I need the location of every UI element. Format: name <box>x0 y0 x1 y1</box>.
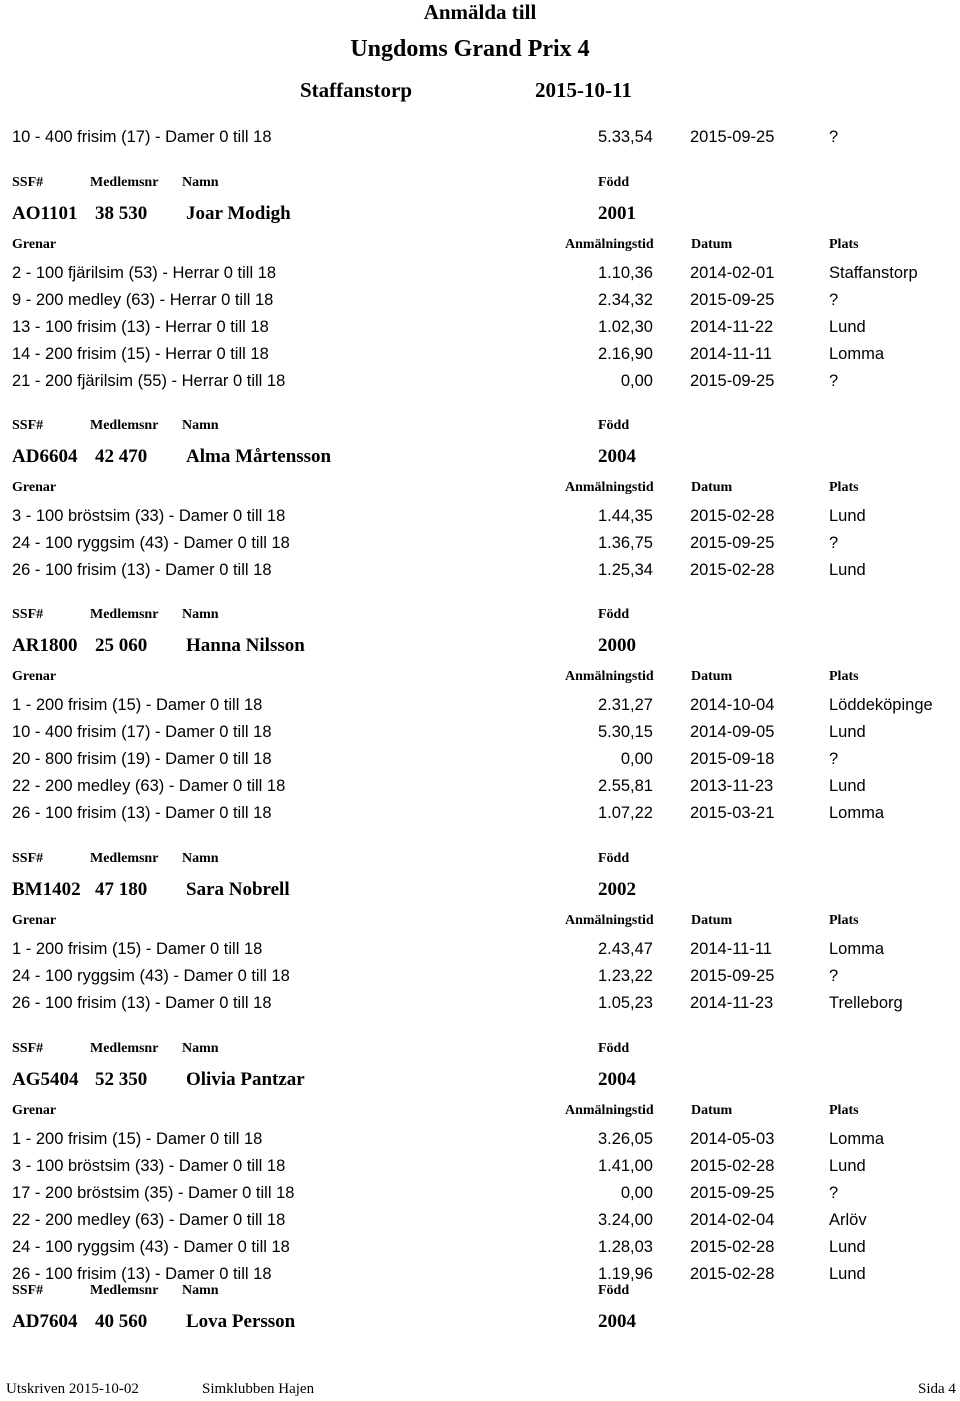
event-label: Grenar <box>12 913 57 928</box>
name-label: Namn <box>182 418 219 433</box>
entry-date: 2015-09-25 <box>690 372 775 390</box>
events-header-row <box>0 480 960 502</box>
swimmer-info-row <box>0 635 960 657</box>
entry-date: 2015-02-28 <box>690 507 775 525</box>
swimmer-ssf: AG5404 <box>12 1069 79 1090</box>
entry-time: 5.30,15 <box>597 723 653 741</box>
swimmer-member-no: 42 470 <box>95 446 148 467</box>
event-name: 14 - 200 frisim (15) - Herrar 0 till 18 <box>12 345 269 363</box>
competition-name: Ungdoms Grand Prix 4 <box>350 36 590 62</box>
swimmer-info-row <box>0 1069 960 1091</box>
born-label: Född <box>598 175 630 190</box>
event-row <box>0 291 960 313</box>
event-row <box>0 804 960 826</box>
entry-time-label: Anmälningstid <box>565 669 654 684</box>
swimmer-member-no: 47 180 <box>95 879 148 900</box>
swimmer-born: 2004 <box>598 446 636 467</box>
events-header-row <box>0 669 960 691</box>
entry-place: Lund <box>829 1157 866 1175</box>
event-row <box>0 750 960 772</box>
entry-time: 0,00 <box>620 372 653 390</box>
event-row <box>0 345 960 367</box>
entry-time: 3.24,00 <box>597 1211 653 1229</box>
entry-date: 2014-05-03 <box>690 1130 775 1148</box>
entry-place: ? <box>829 1184 839 1202</box>
entry-place: Lomma <box>829 940 885 958</box>
event-name: 3 - 100 bröstsim (33) - Damer 0 till 18 <box>12 1157 286 1175</box>
entry-date: 2015-02-28 <box>690 1238 775 1256</box>
entry-place: ? <box>829 372 839 390</box>
entry-place: ? <box>829 128 839 146</box>
event-row <box>0 1238 960 1260</box>
entry-place: Lund <box>829 723 866 741</box>
entry-date: 2014-11-11 <box>690 345 772 363</box>
footer-printed: Utskriven 2015-10-02 <box>6 1381 139 1397</box>
swimmer-born: 2001 <box>598 203 636 224</box>
place-label: Plats <box>829 1103 859 1118</box>
entry-date: 2015-09-25 <box>690 534 775 552</box>
event-name: 26 - 100 frisim (13) - Damer 0 till 18 <box>12 561 272 579</box>
event-row <box>0 1184 960 1206</box>
ssf-label: SSF# <box>12 1283 44 1298</box>
entry-place: ? <box>829 534 839 552</box>
entry-place: Arlöv <box>829 1211 867 1229</box>
event-label: Grenar <box>12 669 57 684</box>
entry-place: Lund <box>829 561 866 579</box>
event-name: 17 - 200 bröstsim (35) - Damer 0 till 18 <box>12 1184 295 1202</box>
entry-time-label: Anmälningstid <box>565 1103 654 1118</box>
event-name: 24 - 100 ryggsim (43) - Damer 0 till 18 <box>12 534 290 552</box>
entry-date: 2015-09-18 <box>690 750 775 768</box>
swimmer-name: Alma Mårtensson <box>186 446 332 467</box>
entry-place: Staffanstorp <box>829 264 918 282</box>
entry-time: 1.36,75 <box>597 534 653 552</box>
entry-date: 2015-09-25 <box>690 1184 775 1202</box>
entry-date: 2014-10-04 <box>690 696 775 714</box>
entry-time: 1.28,03 <box>597 1238 653 1256</box>
swimmer-name: Sara Nobrell <box>186 879 290 900</box>
entry-date: 2014-09-05 <box>690 723 775 741</box>
entry-time: 0,00 <box>620 750 653 768</box>
swimmer-name: Joar Modigh <box>186 203 291 224</box>
event-name: 24 - 100 ryggsim (43) - Damer 0 till 18 <box>12 967 290 985</box>
entry-place: Löddeköpinge <box>829 696 933 714</box>
swimmer-header-row <box>0 1283 960 1305</box>
born-label: Född <box>598 1283 630 1298</box>
events-header-row <box>0 913 960 935</box>
event-name: 26 - 100 frisim (13) - Damer 0 till 18 <box>12 804 272 822</box>
entry-time: 1.41,00 <box>597 1157 653 1175</box>
member-no-label: Medlemsnr <box>90 418 159 433</box>
entry-date: 2014-02-01 <box>690 264 775 282</box>
entry-time: 1.25,34 <box>597 561 653 579</box>
swimmer-info-row <box>0 203 960 225</box>
swimmer-info-row <box>0 446 960 468</box>
event-name: 1 - 200 frisim (15) - Damer 0 till 18 <box>12 1130 263 1148</box>
name-label: Namn <box>182 175 219 190</box>
competition-date: 2015-10-11 <box>535 78 632 102</box>
date-label: Datum <box>691 913 733 928</box>
name-label: Namn <box>182 851 219 866</box>
page-title: Anmälda till <box>423 0 537 24</box>
ssf-label: SSF# <box>12 1041 44 1056</box>
entry-date: 2015-02-28 <box>690 1157 775 1175</box>
entry-time-label: Anmälningstid <box>565 237 654 252</box>
entry-time: 2.16,90 <box>597 345 653 363</box>
entry-place: Lund <box>829 507 866 525</box>
entry-time: 1.02,30 <box>597 318 653 336</box>
event-row <box>0 967 960 989</box>
entry-date: 2014-11-23 <box>690 994 774 1012</box>
event-row <box>0 264 960 286</box>
swimmer-name: Hanna Nilsson <box>186 635 305 656</box>
event-row <box>0 372 960 394</box>
event-row <box>0 128 960 150</box>
entry-date: 2014-11-22 <box>690 318 774 336</box>
entry-time: 1.19,96 <box>597 1265 653 1283</box>
date-label: Datum <box>691 237 733 252</box>
event-name: 2 - 100 fjärilsim (53) - Herrar 0 till 18 <box>12 264 277 282</box>
swimmer-header-row <box>0 175 960 197</box>
entry-time: 3.26,05 <box>597 1130 653 1148</box>
entry-time: 2.34,32 <box>597 291 653 309</box>
event-row <box>0 534 960 556</box>
entry-date: 2015-03-21 <box>690 804 775 822</box>
swimmer-member-no: 52 350 <box>95 1069 148 1090</box>
swimmer-header-row <box>0 418 960 440</box>
event-row <box>0 561 960 583</box>
event-label: Grenar <box>12 237 57 252</box>
born-label: Född <box>598 851 630 866</box>
swimmer-info-row <box>0 1311 960 1333</box>
member-no-label: Medlemsnr <box>90 1041 159 1056</box>
event-row <box>0 940 960 962</box>
event-row <box>0 696 960 718</box>
entry-time: 1.07,22 <box>597 804 653 822</box>
swimmer-header-row <box>0 1041 960 1063</box>
entry-time: 2.43,47 <box>597 940 653 958</box>
event-row <box>0 507 960 529</box>
member-no-label: Medlemsnr <box>90 607 159 622</box>
ssf-label: SSF# <box>12 607 44 622</box>
entry-date: 2015-02-28 <box>690 1265 775 1283</box>
event-row <box>0 318 960 340</box>
event-row <box>0 994 960 1016</box>
event-name: 10 - 400 frisim (17) - Damer 0 till 18 <box>12 128 272 146</box>
event-row <box>0 723 960 745</box>
place-label: Plats <box>829 237 859 252</box>
entry-place: Lomma <box>829 1130 885 1148</box>
event-name: 9 - 200 medley (63) - Herrar 0 till 18 <box>12 291 274 309</box>
swimmer-ssf: AD7604 <box>12 1311 78 1332</box>
swimmer-born: 2000 <box>598 635 636 656</box>
entry-date: 2015-02-28 <box>690 561 775 579</box>
event-label: Grenar <box>12 480 57 495</box>
born-label: Född <box>598 1041 630 1056</box>
entry-place: ? <box>829 750 839 768</box>
swimmer-ssf: AO1101 <box>12 203 78 224</box>
entry-time: 0,00 <box>620 1184 653 1202</box>
entry-date: 2013-11-23 <box>690 777 774 795</box>
event-name: 26 - 100 frisim (13) - Damer 0 till 18 <box>12 994 272 1012</box>
entry-place: Lund <box>829 777 866 795</box>
event-name: 20 - 800 frisim (19) - Damer 0 till 18 <box>12 750 272 768</box>
event-name: 13 - 100 frisim (13) - Herrar 0 till 18 <box>12 318 269 336</box>
swimmer-info-row <box>0 879 960 901</box>
event-name: 10 - 400 frisim (17) - Damer 0 till 18 <box>12 723 272 741</box>
ssf-label: SSF# <box>12 175 44 190</box>
born-label: Född <box>598 418 630 433</box>
date-label: Datum <box>691 669 733 684</box>
event-name: 22 - 200 medley (63) - Damer 0 till 18 <box>12 1211 286 1229</box>
place-label: Plats <box>829 913 859 928</box>
entry-place: Lomma <box>829 345 885 363</box>
member-no-label: Medlemsnr <box>90 851 159 866</box>
entry-time: 2.31,27 <box>597 696 653 714</box>
entry-time: 1.23,22 <box>597 967 653 985</box>
event-name: 22 - 200 medley (63) - Damer 0 till 18 <box>12 777 286 795</box>
event-name: 24 - 100 ryggsim (43) - Damer 0 till 18 <box>12 1238 290 1256</box>
entry-date: 2015-09-25 <box>690 128 775 146</box>
ssf-label: SSF# <box>12 418 44 433</box>
entry-time: 1.10,36 <box>597 264 653 282</box>
entry-place: Lomma <box>829 804 885 822</box>
swimmer-ssf: BM1402 <box>12 879 81 900</box>
name-label: Namn <box>182 1041 219 1056</box>
entry-place: Lund <box>829 318 866 336</box>
event-name: 21 - 200 fjärilsim (55) - Herrar 0 till 18 <box>12 372 286 390</box>
event-name: 1 - 200 frisim (15) - Damer 0 till 18 <box>12 940 263 958</box>
event-name: 1 - 200 frisim (15) - Damer 0 till 18 <box>12 696 263 714</box>
date-label: Datum <box>691 480 733 495</box>
event-name: 3 - 100 bröstsim (33) - Damer 0 till 18 <box>12 507 286 525</box>
entry-place: Lund <box>829 1238 866 1256</box>
swimmer-name: Lova Persson <box>186 1311 296 1332</box>
entry-time: 2.55,81 <box>597 777 653 795</box>
entry-time-label: Anmälningstid <box>565 913 654 928</box>
name-label: Namn <box>182 607 219 622</box>
footer-club: Simklubben Hajen <box>202 1381 315 1397</box>
ssf-label: SSF# <box>12 851 44 866</box>
entry-time: 1.05,23 <box>597 994 653 1012</box>
competition-location: Staffanstorp <box>300 78 413 102</box>
event-row <box>0 777 960 799</box>
entry-place: ? <box>829 291 839 309</box>
entry-time: 1.44,35 <box>597 507 653 525</box>
entry-time: 5.33,54 <box>597 128 653 146</box>
events-header-row <box>0 237 960 259</box>
swimmer-ssf: AD6604 <box>12 446 78 467</box>
born-label: Född <box>598 607 630 622</box>
event-name: 26 - 100 frisim (13) - Damer 0 till 18 <box>12 1265 272 1283</box>
footer-page: Sida 4 <box>918 1381 956 1397</box>
event-row <box>0 1211 960 1233</box>
entry-date: 2014-11-11 <box>690 940 772 958</box>
event-row <box>0 1157 960 1179</box>
swimmer-header-row <box>0 851 960 873</box>
swimmer-born: 2004 <box>598 1069 636 1090</box>
place-label: Plats <box>829 669 859 684</box>
swimmer-member-no: 38 530 <box>95 203 148 224</box>
swimmer-born: 2004 <box>598 1311 636 1332</box>
swimmer-name: Olivia Pantzar <box>186 1069 305 1090</box>
event-row <box>0 1130 960 1152</box>
name-label: Namn <box>182 1283 219 1298</box>
entry-date: 2015-09-25 <box>690 291 775 309</box>
swimmer-born: 2002 <box>598 879 636 900</box>
entry-place: ? <box>829 967 839 985</box>
entry-place: Lund <box>829 1265 866 1283</box>
entry-date: 2015-09-25 <box>690 967 775 985</box>
events-header-row <box>0 1103 960 1125</box>
date-label: Datum <box>691 1103 733 1118</box>
member-no-label: Medlemsnr <box>90 1283 159 1298</box>
swimmer-member-no: 25 060 <box>95 635 148 656</box>
entry-time-label: Anmälningstid <box>565 480 654 495</box>
event-label: Grenar <box>12 1103 57 1118</box>
place-label: Plats <box>829 480 859 495</box>
swimmer-ssf: AR1800 <box>12 635 78 656</box>
entry-date: 2014-02-04 <box>690 1211 775 1229</box>
swimmer-member-no: 40 560 <box>95 1311 148 1332</box>
member-no-label: Medlemsnr <box>90 175 159 190</box>
swimmer-header-row <box>0 607 960 629</box>
entry-place: Trelleborg <box>829 994 903 1012</box>
